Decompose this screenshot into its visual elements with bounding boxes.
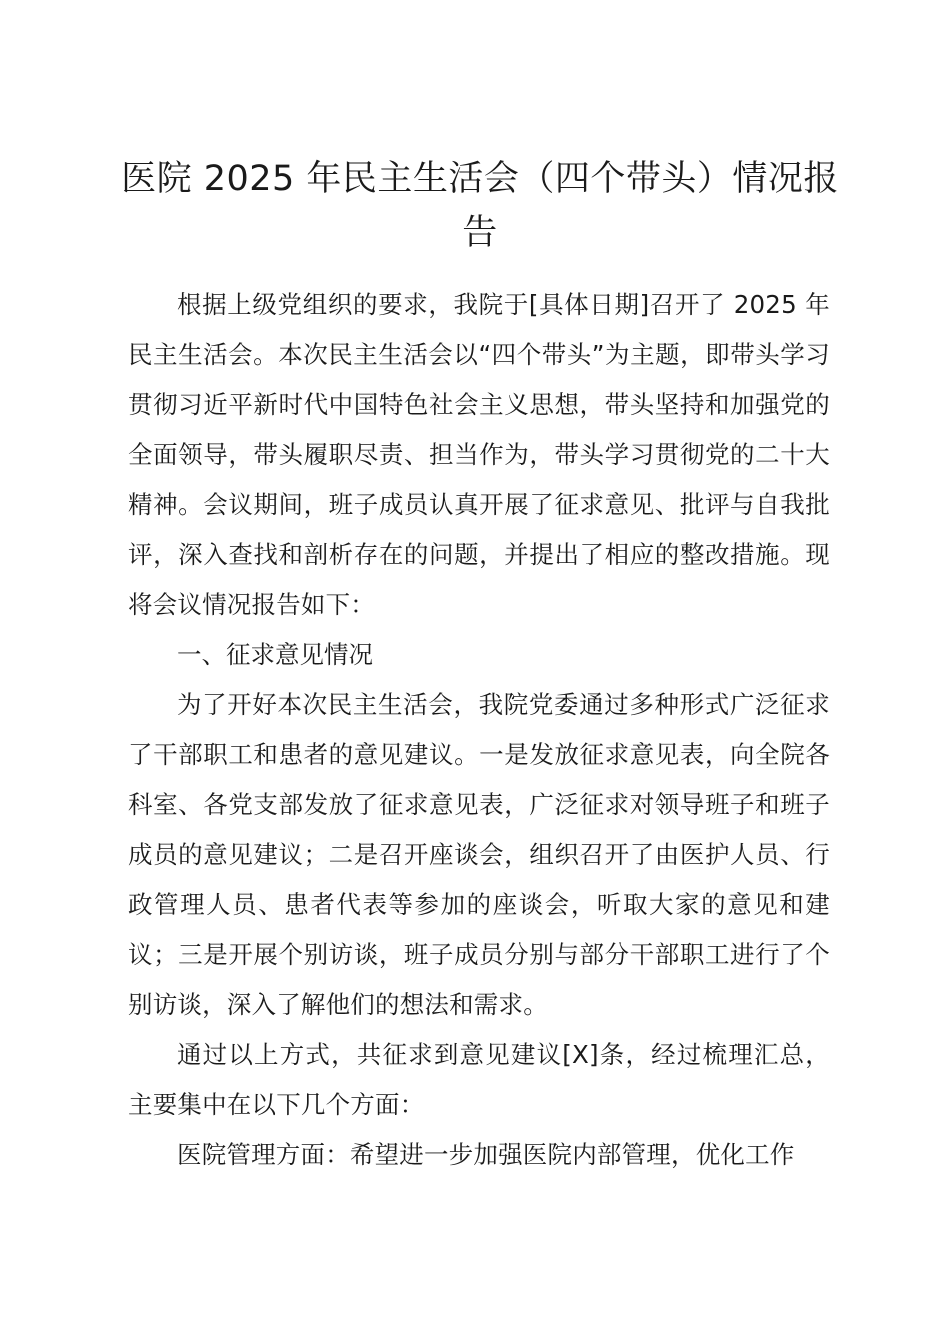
intro-paragraph: 根据上级党组织的要求，我院于[具体日期]召开了 2025 年民主生活会。本次民主生活会以“四个带头”为主题，即带头学习贯彻习近平新时代中国特色社会主义思想，带头坚持和加强党的全面领导，带头履职尽责、担当作为，带头学习贯彻党的二十大精神。会议期间，班子成员认真开展了征求意见、批评与自我批评，深入查找和剖析存在的问题，并提出了相应的整改措施。现将会议情况报告如下： (128, 290, 830, 619)
body-paragraph: 医院管理方面：希望进一步加强医院内部管理，优化工作 (177, 1140, 795, 1169)
section-heading: 一、征求意见情况 (177, 640, 373, 669)
body-paragraph: 通过以上方式，共征求到意见建议[X]条，经过梳理汇总，主要集中在以下几个方面： (128, 1040, 830, 1119)
document-title: 医院 2025 年民主生活会（四个带头）情况报告 (121, 159, 839, 253)
body-paragraph: 为了开好本次民主生活会，我院党委通过多种形式广泛征求了干部职工和患者的意见建议。一是发放征求意见表，向全院各科室、各党支部发放了征求意见表，广泛征求对领导班子和班子成员的意见建议；二是召开座谈会，组织召开了由医护人员、行政管理人员、患者代表等参加的座谈会，听取大家的意见和建议；三是开展个别访谈，班子成员分别与部分干部职工进行了个别访谈，深入了解他们的想法和需求。 (128, 690, 830, 1019)
document-body (128, 280, 830, 1180)
